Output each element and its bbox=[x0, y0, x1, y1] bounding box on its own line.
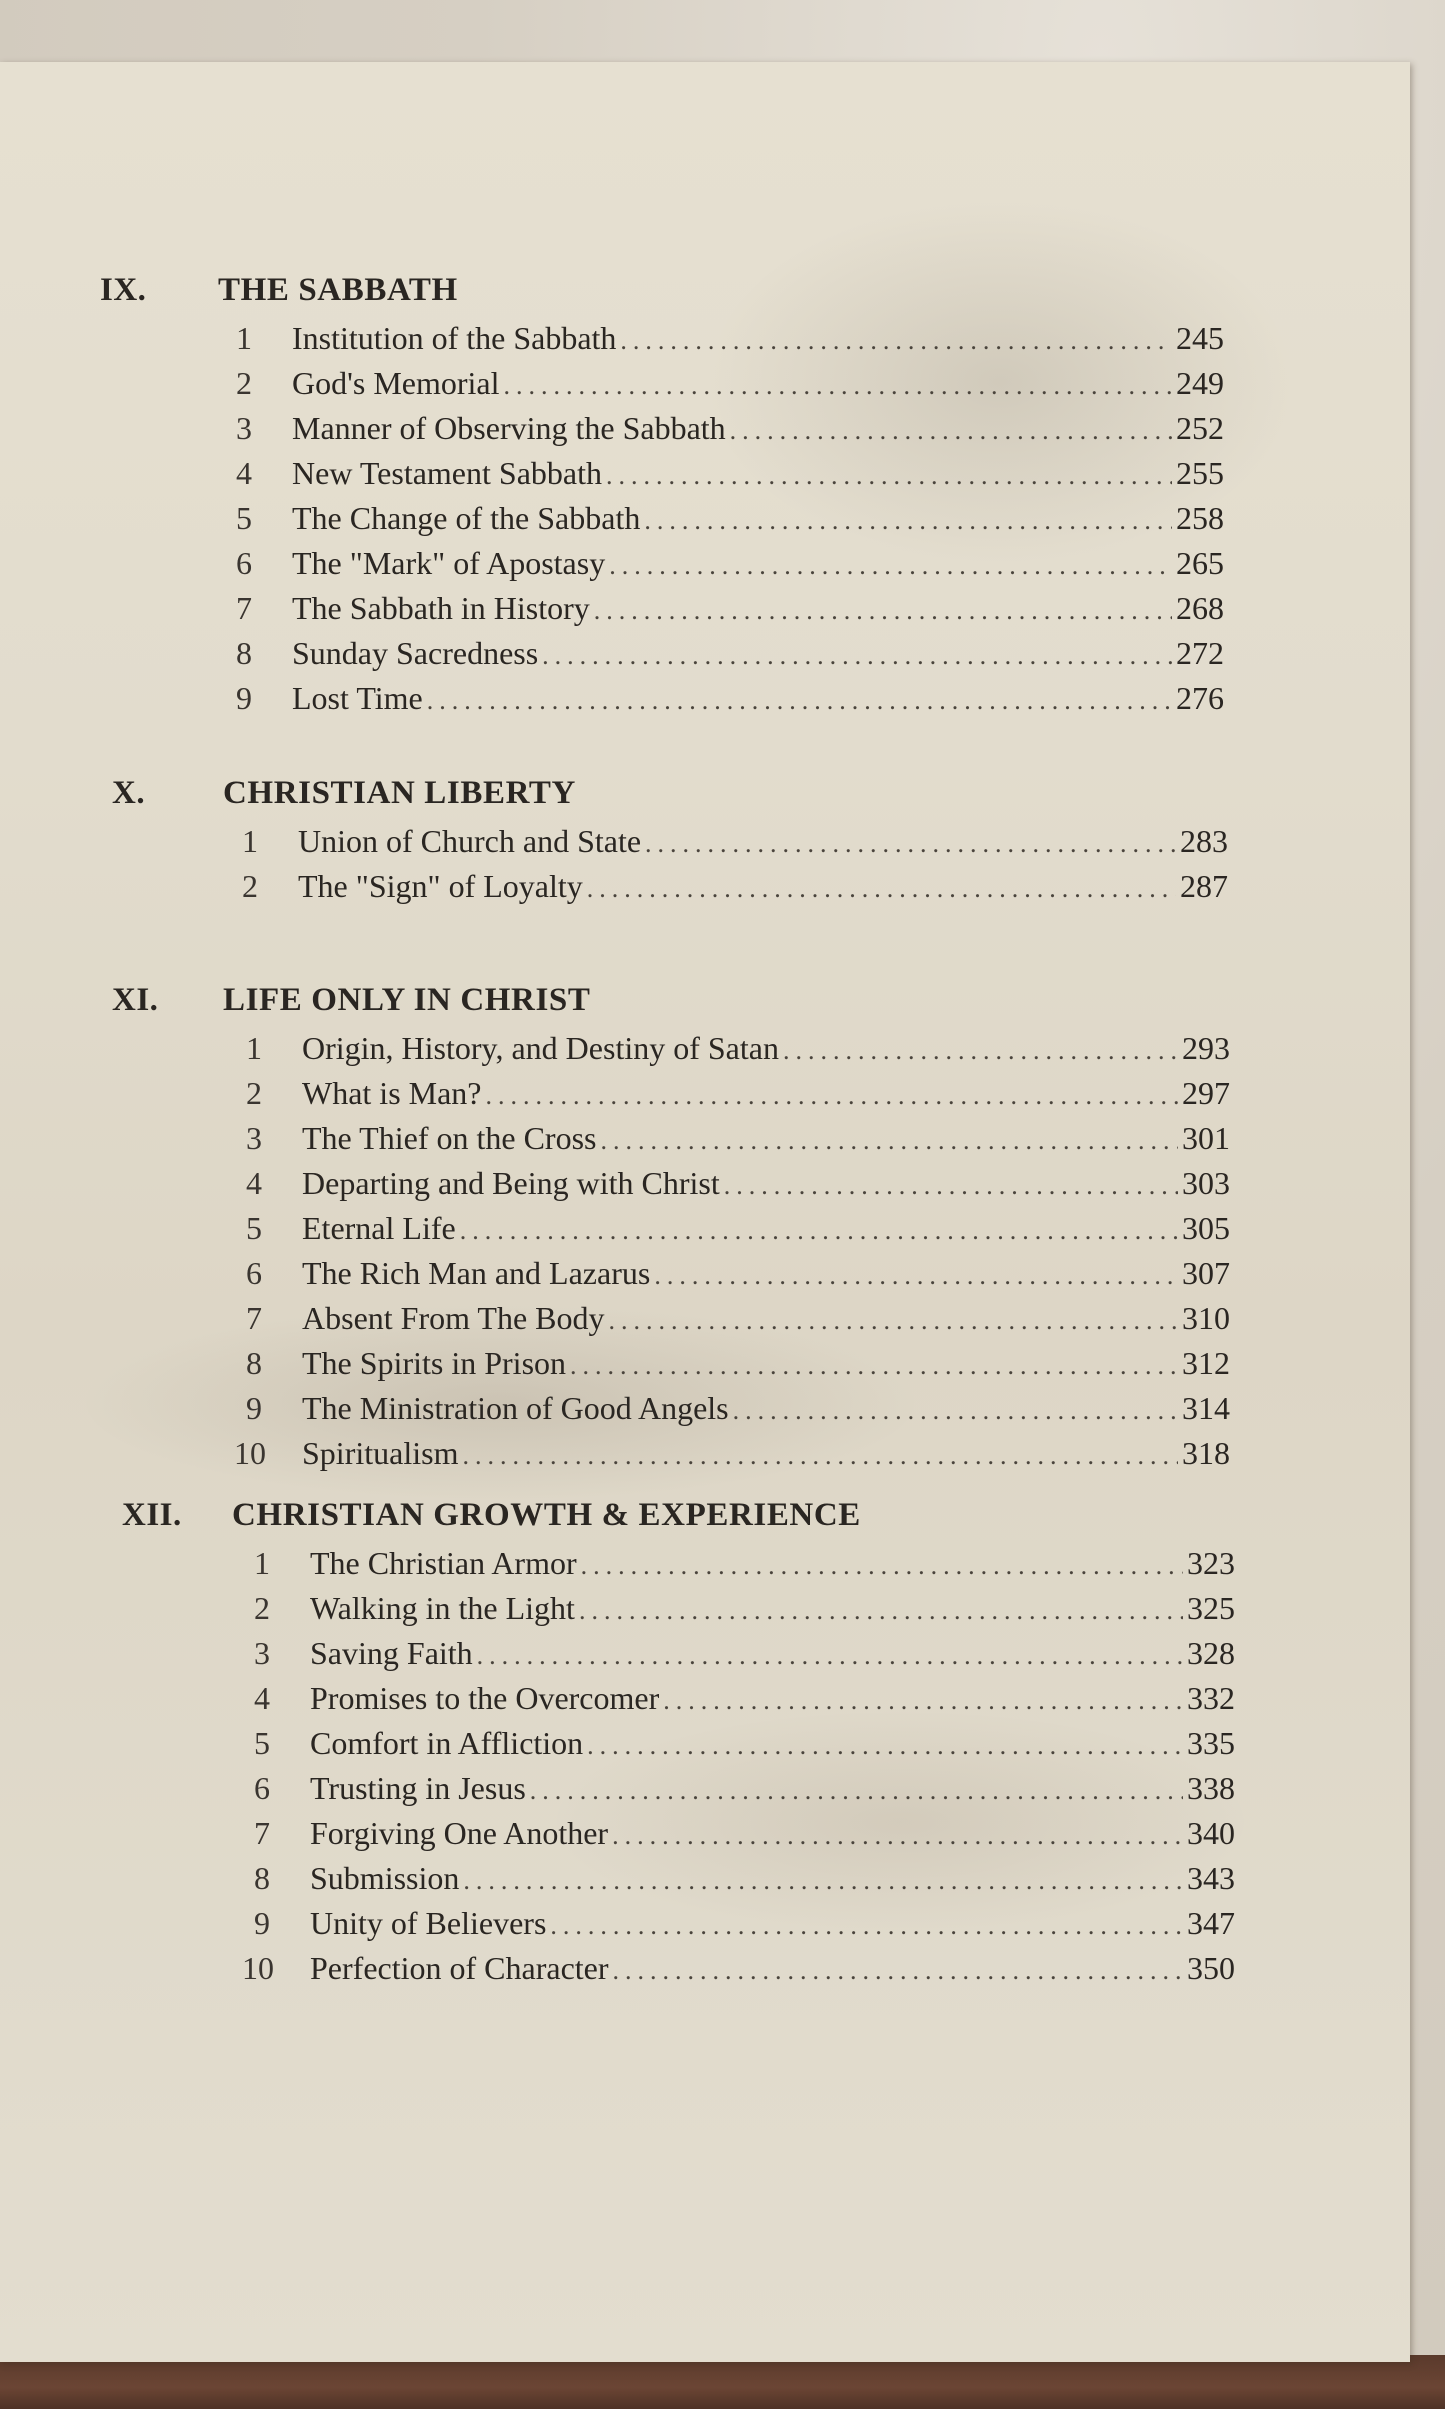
entry-number: 9 bbox=[246, 1390, 262, 1426]
entry-title: New Testament Sabbath bbox=[292, 455, 602, 491]
entry-page: 332 bbox=[1187, 1680, 1235, 1716]
entry-number: 10 bbox=[234, 1435, 266, 1471]
entry-page: 265 bbox=[1176, 545, 1224, 581]
entry-page: 335 bbox=[1187, 1725, 1235, 1761]
toc-entry[interactable] bbox=[0, 1206, 1410, 1251]
toc-entry[interactable] bbox=[0, 864, 1410, 909]
dot-leader bbox=[550, 1903, 1183, 1948]
toc-entry[interactable] bbox=[0, 1026, 1410, 1071]
entry-number: 7 bbox=[236, 590, 252, 626]
dot-leader bbox=[663, 1678, 1183, 1723]
section-title: CHRISTIAN LIBERTY bbox=[223, 775, 576, 811]
entry-number: 2 bbox=[236, 365, 252, 401]
entry-number: 10 bbox=[242, 1950, 274, 1986]
entry-title: The Change of the Sabbath bbox=[292, 500, 641, 536]
toc-entry[interactable] bbox=[0, 541, 1410, 586]
entry-title: The Christian Armor bbox=[310, 1545, 577, 1581]
toc-entry[interactable] bbox=[0, 1856, 1410, 1901]
entry-page: 249 bbox=[1176, 365, 1224, 401]
toc-entry[interactable] bbox=[0, 1901, 1410, 1946]
dot-leader bbox=[460, 1208, 1178, 1253]
entry-number: 4 bbox=[236, 455, 252, 491]
toc-entry[interactable] bbox=[0, 1386, 1410, 1431]
entry-number: 6 bbox=[236, 545, 252, 581]
entry-page: 347 bbox=[1187, 1905, 1235, 1941]
toc-entry[interactable] bbox=[0, 1116, 1410, 1161]
entry-number: 9 bbox=[236, 680, 252, 716]
dot-leader bbox=[613, 1948, 1183, 1993]
entry-title: The Spirits in Prison bbox=[302, 1345, 567, 1381]
entry-page: 305 bbox=[1182, 1210, 1230, 1246]
entry-title: The Ministration of Good Angels bbox=[302, 1390, 729, 1426]
entry-title: Absent From The Body bbox=[302, 1300, 605, 1336]
entry-title: Unity of Believers bbox=[310, 1905, 547, 1941]
dot-leader bbox=[594, 588, 1172, 633]
section-title: CHRISTIAN GROWTH & EXPERIENCE bbox=[232, 1497, 861, 1533]
entry-page: 318 bbox=[1182, 1435, 1230, 1471]
toc-entry[interactable] bbox=[0, 1676, 1410, 1721]
entry-number: 8 bbox=[254, 1860, 270, 1896]
entry-number: 5 bbox=[236, 500, 252, 536]
toc-entry[interactable] bbox=[0, 1766, 1410, 1811]
dot-leader bbox=[462, 1433, 1178, 1478]
entry-number: 2 bbox=[246, 1075, 262, 1111]
entry-page: 312 bbox=[1182, 1345, 1230, 1381]
toc-entry[interactable] bbox=[0, 316, 1410, 361]
section-numeral: XI. bbox=[112, 982, 159, 1018]
entry-title: Origin, History, and Destiny of Satan bbox=[302, 1030, 779, 1066]
dot-leader bbox=[570, 1343, 1178, 1388]
entry-page: 340 bbox=[1187, 1815, 1235, 1851]
entry-page: 255 bbox=[1176, 455, 1224, 491]
toc-entry[interactable] bbox=[0, 361, 1410, 406]
entry-number: 1 bbox=[246, 1030, 262, 1066]
toc-entry[interactable] bbox=[0, 819, 1410, 864]
entry-list bbox=[0, 316, 1410, 721]
entry-page: 310 bbox=[1182, 1300, 1230, 1336]
entry-title: Trusting in Jesus bbox=[310, 1770, 526, 1806]
section-title: THE SABBATH bbox=[218, 272, 458, 308]
dot-leader bbox=[733, 1388, 1178, 1433]
entry-number: 6 bbox=[246, 1255, 262, 1291]
entry-title: The "Mark" of Apostasy bbox=[292, 545, 606, 581]
toc-entry[interactable] bbox=[0, 676, 1410, 721]
dot-leader bbox=[477, 1633, 1183, 1678]
dot-leader bbox=[612, 1813, 1183, 1858]
entry-title: Institution of the Sabbath bbox=[292, 320, 617, 356]
section-numeral: XII. bbox=[122, 1497, 182, 1533]
entry-list bbox=[0, 1541, 1410, 1991]
toc-entry[interactable] bbox=[0, 1071, 1410, 1116]
entry-page: 258 bbox=[1176, 500, 1224, 536]
entry-page: 293 bbox=[1182, 1030, 1230, 1066]
entry-page: 307 bbox=[1182, 1255, 1230, 1291]
entry-page: 323 bbox=[1187, 1545, 1235, 1581]
dot-leader bbox=[730, 408, 1172, 453]
entry-title: Sunday Sacredness bbox=[292, 635, 539, 671]
toc-entry[interactable] bbox=[0, 496, 1410, 541]
toc-entry[interactable] bbox=[0, 1251, 1410, 1296]
dot-leader bbox=[606, 453, 1172, 498]
entry-title: Departing and Being with Christ bbox=[302, 1165, 720, 1201]
entry-number: 5 bbox=[246, 1210, 262, 1246]
entry-list bbox=[0, 819, 1410, 909]
entry-page: 303 bbox=[1182, 1165, 1230, 1201]
entry-title: Perfection of Character bbox=[310, 1950, 609, 1986]
entry-title: Spiritualism bbox=[302, 1435, 459, 1471]
entry-number: 4 bbox=[246, 1165, 262, 1201]
toc-entry[interactable] bbox=[0, 1341, 1410, 1386]
entry-page: 245 bbox=[1176, 320, 1224, 356]
dot-leader bbox=[581, 1543, 1183, 1588]
entry-title: Walking in the Light bbox=[310, 1590, 575, 1626]
toc-entry[interactable] bbox=[0, 1431, 1410, 1476]
toc-entry[interactable] bbox=[0, 586, 1410, 631]
entry-number: 8 bbox=[236, 635, 252, 671]
entry-page: 314 bbox=[1182, 1390, 1230, 1426]
toc-entry[interactable] bbox=[0, 1631, 1410, 1676]
entry-number: 1 bbox=[254, 1545, 270, 1581]
entry-title: The "Sign" of Loyalty bbox=[298, 868, 583, 904]
toc-entry[interactable] bbox=[0, 1296, 1410, 1341]
entry-number: 5 bbox=[254, 1725, 270, 1761]
entry-number: 7 bbox=[246, 1300, 262, 1336]
entry-title: Eternal Life bbox=[302, 1210, 456, 1246]
entry-list bbox=[0, 1026, 1410, 1476]
entry-title: What is Man? bbox=[302, 1075, 482, 1111]
table-surface bbox=[0, 2355, 1445, 2409]
entry-page: 325 bbox=[1187, 1590, 1235, 1626]
toc-entry[interactable] bbox=[0, 1161, 1410, 1206]
toc-entry[interactable] bbox=[0, 406, 1410, 451]
entry-page: 343 bbox=[1187, 1860, 1235, 1896]
entry-title: Forgiving One Another bbox=[310, 1815, 609, 1851]
dot-leader bbox=[654, 1253, 1178, 1298]
entry-number: 1 bbox=[236, 320, 252, 356]
entry-page: 252 bbox=[1176, 410, 1224, 446]
toc-entry[interactable] bbox=[0, 631, 1410, 676]
entry-number: 9 bbox=[254, 1905, 270, 1941]
entry-page: 328 bbox=[1187, 1635, 1235, 1671]
dot-leader bbox=[463, 1858, 1183, 1903]
entry-title: Promises to the Overcomer bbox=[310, 1680, 660, 1716]
section-numeral: X. bbox=[112, 775, 146, 811]
entry-number: 7 bbox=[254, 1815, 270, 1851]
entry-title: Lost Time bbox=[292, 680, 423, 716]
dot-leader bbox=[579, 1588, 1183, 1633]
entry-title: The Sabbath in History bbox=[292, 590, 590, 626]
dot-leader bbox=[504, 363, 1172, 408]
entry-number: 2 bbox=[254, 1590, 270, 1626]
entry-title: Submission bbox=[310, 1860, 460, 1896]
section-numeral: IX. bbox=[100, 272, 147, 308]
dot-leader bbox=[609, 543, 1172, 588]
toc-entry[interactable] bbox=[0, 1721, 1410, 1766]
entry-page: 301 bbox=[1182, 1120, 1230, 1156]
entry-title: God's Memorial bbox=[292, 365, 500, 401]
entry-title: The Thief on the Cross bbox=[302, 1120, 597, 1156]
dot-leader bbox=[600, 1118, 1178, 1163]
dot-leader bbox=[587, 1723, 1183, 1768]
entry-page: 287 bbox=[1180, 868, 1228, 904]
dot-leader bbox=[587, 866, 1176, 911]
dot-leader bbox=[644, 498, 1172, 543]
dot-leader bbox=[609, 1298, 1178, 1343]
entry-page: 268 bbox=[1176, 590, 1224, 626]
entry-page: 272 bbox=[1176, 635, 1224, 671]
entry-number: 3 bbox=[254, 1635, 270, 1671]
entry-number: 4 bbox=[254, 1680, 270, 1716]
dot-leader bbox=[620, 318, 1172, 363]
entry-page: 283 bbox=[1180, 823, 1228, 859]
toc-entry[interactable] bbox=[0, 1811, 1410, 1856]
dot-leader bbox=[724, 1163, 1178, 1208]
dot-leader bbox=[645, 821, 1176, 866]
toc-entry[interactable] bbox=[0, 1586, 1410, 1631]
book-page bbox=[0, 62, 1410, 2362]
toc-entry[interactable] bbox=[0, 1541, 1410, 1586]
section-title: LIFE ONLY IN CHRIST bbox=[223, 982, 591, 1018]
entry-number: 6 bbox=[254, 1770, 270, 1806]
dot-leader bbox=[542, 633, 1172, 678]
entry-title: The Rich Man and Lazarus bbox=[302, 1255, 651, 1291]
entry-title: Saving Faith bbox=[310, 1635, 473, 1671]
entry-title: Union of Church and State bbox=[298, 823, 642, 859]
entry-number: 2 bbox=[242, 868, 258, 904]
dot-leader bbox=[427, 678, 1172, 723]
entry-number: 3 bbox=[246, 1120, 262, 1156]
toc-entry[interactable] bbox=[0, 451, 1410, 496]
entry-page: 297 bbox=[1182, 1075, 1230, 1111]
entry-number: 3 bbox=[236, 410, 252, 446]
dot-leader bbox=[530, 1768, 1183, 1813]
entry-number: 8 bbox=[246, 1345, 262, 1381]
dot-leader bbox=[783, 1028, 1178, 1073]
entry-title: Manner of Observing the Sabbath bbox=[292, 410, 726, 446]
entry-page: 276 bbox=[1176, 680, 1224, 716]
dot-leader bbox=[486, 1073, 1179, 1118]
entry-number: 1 bbox=[242, 823, 258, 859]
entry-page: 338 bbox=[1187, 1770, 1235, 1806]
entry-page: 350 bbox=[1187, 1950, 1235, 1986]
toc-entry[interactable] bbox=[0, 1946, 1410, 1991]
entry-title: Comfort in Affliction bbox=[310, 1725, 584, 1761]
